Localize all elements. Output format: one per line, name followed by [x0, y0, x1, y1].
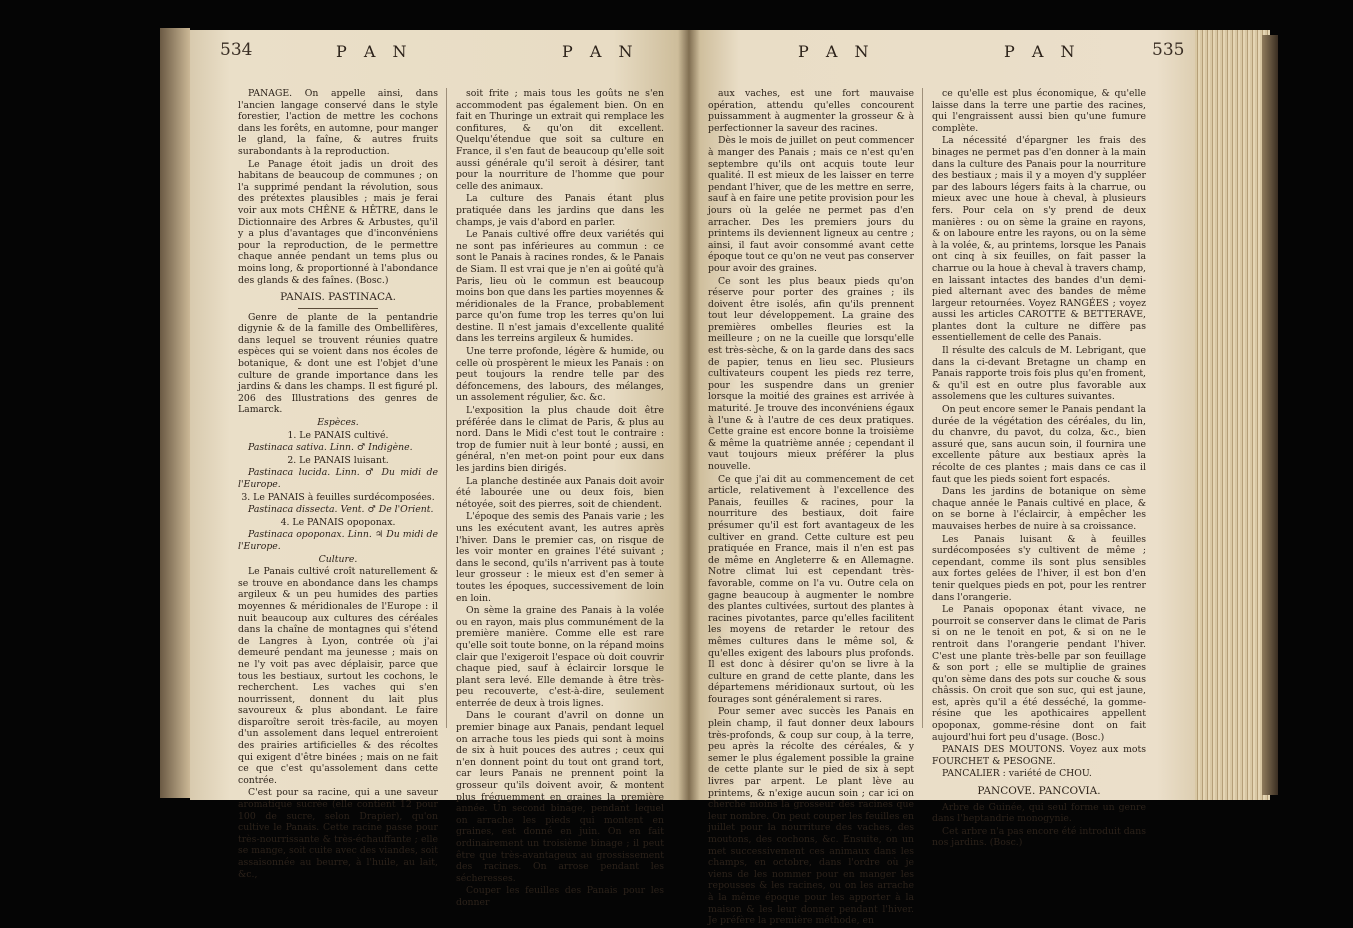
paragraph: Ce sont les plus beaux pieds qu'on réserve pour porter des graines ; ils doivent être isolés, afin qu'ils prennent tout leur développement. La graine des premières ombelles fleuries est la meilleure ; on ne la cueille que lorsqu'elle est très-sèche, & on la garde dans des sacs de papier, tenus en lieu sec. Plusieurs cultivateurs coupent les pieds rez terre, pour les suspendre dans un grenier lorsque la moitié des graines est arrivée à maturité. Je trouve des inconvéniens égaux à l'une & à l'autre de ces deux pratiques. Cette graine est encore bonne la troisième & même la quatrième année ; cependant il vaut toujours mieux préférer la plus nouvelle.: [708, 275, 914, 472]
running-header: P A N: [336, 42, 413, 61]
book-gutter: [678, 30, 700, 800]
column-rule: [446, 88, 447, 728]
running-header: P A N: [798, 42, 875, 61]
paragraph: PANAIS DES MOUTONS. Voyez aux mots FOURCHET & PESOGNE.: [932, 744, 1146, 767]
section-heading: Espèces.: [317, 417, 359, 429]
paragraph: ce qu'elle est plus économique, & qu'elle laisse dans la terre une partie des racines, qui l'engraissent aussi bien qu'une fumure complète.: [932, 88, 1146, 134]
species-name: 1. Le PANAIS cultivé.: [287, 429, 389, 441]
right-page: [688, 30, 1198, 927]
section-heading: Culture.: [318, 553, 358, 565]
running-header: P A N: [1004, 42, 1081, 61]
page-block-edge: [1195, 30, 1270, 800]
paragraph: La planche destinée aux Panais doit avoir été labourée une ou deux fois, bien nétoyée, soit des pierres, soit de chiendent.: [456, 475, 664, 510]
species-latin: Pastinaca opoponax. Linn. ♃ Du midi de l'Europe.: [238, 529, 438, 552]
paragraph: Pour semer avec succès les Panais en plein champ, il faut donner deux labours très-profonds, & coup sur coup, à la terre, peu après la récolte des céréales, & y semer le plus également possible la graine de cette plante sur le pied de six à sept livres par arpent. Le plant lève au printems, & n'exige aucun soin ; car ici on cherche moins la grosseur des racines que leur nombre. On peut couper les feuilles en juillet pour la nourriture des vaches, des moutons, des cochons, &c. Ensuite, on un met successivement ces animaux dans les champs, en octobre, dans l'ordre où je viens de les nommer pour en manger les repousses & les racines, ou on les arrache à la même époque pour les apporter à la maison & les leur donner pendant l'hiver. Je préfère la première méthode, en: [708, 706, 914, 927]
text-column: [932, 88, 1146, 850]
page-number: 535: [1152, 40, 1185, 60]
species-latin: Pastinaca dissecta. Vent. ♂ De l'Orient.: [248, 504, 434, 516]
paragraph: Dans les jardins de botanique on sème chaque année le Panais cultivé en place, & on se borne à l'éclaircir, à empêcher les mauvaises herbes de nuire à sa croissance.: [932, 486, 1146, 532]
paragraph: Une terre profonde, légère & humide, ou celle où prospèrent le mieux les Panais : on peut toujours la rendre telle par des défoncemens, des labours, des mélanges, un assolement régulier, &c. &c.: [456, 346, 664, 404]
paragraph: Le Panais cultivé offre deux variétés qui ne sont pas inférieures au commun : ce sont le Panais à racines rondes, & le Panais de Siam. Il est vrai que je n'en ai goûté qu'à Paris, lieu où le commun est beaucoup moins bon que dans les parties moyennes & méridionales de la France, probablement parce qu'on fume trop les terres qu'on lui destine. Il n'est jamais d'excellente qualité dans les terreins argileux & humides.: [456, 229, 664, 345]
paragraph: L'exposition la plus chaude doit être préférée dans le climat de Paris, & plus au nord. Dans le Midi c'est tout le contraire : trop de fumier nuit à leur bonté ; aussi, en général, n'en met-on point pour eux dans les jardins bien dirigés.: [456, 405, 664, 474]
species-latin: Pastinaca lucida. Linn. ♂ Du midi de l'Europe.: [238, 467, 438, 490]
paragraph: Il résulte des calculs de M. Lebrigant, que dans la ci-devant Bretagne un champ en Panais rapporte trois fois plus qu'en froment, & qu'il est en outre plus favorable aux assolemens que les cultures suivantes.: [932, 345, 1147, 403]
book-cover-edge: [1262, 35, 1278, 795]
column-rule: [922, 88, 923, 728]
species-name: 4. Le PANAIS opoponax.: [280, 516, 396, 528]
paragraph: Arbre de Guinée, qui seul forme un genre dans l'heptandrie monogynie.: [932, 801, 1146, 825]
paragraph: PANAGE. On appelle ainsi, dans l'ancien langage conservé dans le style forestier, l'action de mettre les cochons dans les forêts, en automne, pour manger le gland, la faîne, & autres fruits surabondants à la reproduction.: [238, 88, 438, 157]
paragraph: Le Panage étoit jadis un droit des habitans de beaucoup de communes ; on l'a supprimé pendant la révolution, sous des prétextes plausibles ; mais je ferai voir aux mots CHÊNE & HÊTRE, dans le Dictionnaire des Arbres & Arbustes, qu'il y a plus d'avantages que d'inconvéniens pour la reproduction, de le permettre chaque année pendant un tems plus ou moins long, & proportionné à l'abondance des glands & des faînes. (Bosc.): [238, 158, 438, 286]
species-name: 2. Le PANAIS luisant.: [287, 454, 389, 466]
text-column: [238, 88, 438, 881]
species-latin: Pastinaca sativa. Linn. ♂ Indigène.: [248, 442, 413, 454]
left-book-edge: [160, 28, 190, 798]
species-name: 3. Le PANAIS à feuilles surdécomposées.: [241, 491, 435, 503]
paragraph: La nécessité d'épargner les frais des binages ne permet pas d'en donner à la main dans la culture des Panais pour la nourriture des bestiaux ; mais il y a moyen d'y suppléer par des labours légers faits à la charrue, ou mieux avec une houe à cheval, à plusieurs fers. Pour cela on s'y prend de deux manières : ou on sème la graine en rayons, & on laboure entre les rayons, ou on la sème à la volée, &, au printems, lorsque les Panais ont cinq à six feuilles, on fait passer la charrue ou la houe à cheval à travers champ, en laissant intactes des bandes d'un demi-pied alternant avec des bandes de même largeur retournées. Voyez RANGÉES ; voyez aussi les articles CAROTTE & BETTERAVE, plantes dont la culture ne diffère pas essentiellement de celle des Panais.: [932, 135, 1146, 344]
text-column: [708, 88, 914, 928]
paragraph: Dans le courant d'avril on donne un premier binage aux Panais, pendant lequel on arrache tous les pieds qui sont à moins de six à huit pouces des autres ; ceux qui n'en donnent point du tout ont grand tort, car leurs Panais ne prennent point la grosseur qu'ils doivent avoir, & montent plus fréquemment en graines la première année. Un second binage, pendant lequel on arrache les pieds qui montent en graines, est donné en juin. On en fait ordinairement un troisième binage ; il peut être que très-avantageux au grossissement des racines. On arrose pendant les sécheresses.: [456, 710, 664, 884]
paragraph: On sème la graine des Panais à la volée ou en rayon, mais plus communément de la première manière. Comme elle est rare qu'elle soit toute bonne, on la répand moins clair que l'exigeroit l'espace où doit couvrir chaque pied, sauf à éclaircir lorsque le plant sera levé. Elle demande à être très-peu recouverte, c'est-à-dire, seulement enterrée de deux à trois lignes.: [456, 605, 664, 709]
paragraph: Le Panais cultivé croît naturellement & se trouve en abondance dans les champs argileux & un peu humides des parties moyennes & méridionales de l'Europe : il nuit beaucoup aux cultures des céréales dans la chaîne de montagnes qui s'étend de Langres à Lyon, contrée où j'ai demeuré pendant ma jeunesse ; mais on ne l'y voit pas avec déplaisir, parce que tous les bestiaux, surtout les cochons, le recherchent. Les vaches qui s'en nourrissent, donnent du lait plus savoureux & plus abondant. Le faire disparoître seroit très-facile, au moyen d'un assolement dans lequel entreroient des prairies artificielles & des récoltes qui exigent d'être binées ; mais on ne fait ce que c'est qu'assolement dans cette contrée.: [238, 566, 438, 786]
entry-title: PANCOVE. PANCOVIA.: [977, 785, 1101, 798]
paragraph: La culture des Panais étant plus pratiquée dans les jardins que dans les champs, je vais d'abord en parler.: [456, 193, 664, 228]
left-page: [190, 30, 688, 908]
divider: [298, 308, 378, 309]
entry-title: PANAIS. PASTINACA.: [280, 291, 396, 304]
paragraph: PANCALIER : variété de CHOU.: [942, 768, 1092, 780]
paragraph: Genre de plante de la pentandrie digynie & de la famille des Ombellifères, dans lequel se trouvent réunies quatre espèces qui se voient dans nos écoles de botanique, & dont une est l'objet d'une culture de grande importance dans les jardins & dans les champs. Il est figuré pl. 206 des Illustrations des genres de Lamarck.: [238, 311, 438, 416]
paragraph: Les Panais luisant & à feuilles surdécomposées s'y cultivent de même ; cependant, comme ils sont plus sensibles aux fortes gelées de l'hiver, il est bon d'en tenir quelques pieds en pot, pour les rentrer dans l'orangerie.: [932, 533, 1146, 603]
paragraph: soit frite ; mais tous les goûts ne s'en accommodent pas également bien. On en fait en Thuringe un extrait qui remplace les confitures, & qu'on dit excellent. Quelqu'étendue que soit sa culture en France, il s'en faut de beaucoup qu'elle soit aussi générale qu'il seroit à désirer, tant pour la nourriture de l'homme que pour celle des animaux.: [456, 88, 664, 192]
paragraph: Dès le mois de juillet on peut commencer à manger des Panais ; mais ce n'est qu'en septembre qu'ils ont acquis toute leur qualité. Il est mieux de les laisser en terre pendant l'hiver, que de les mettre en serre, sauf à en faire une petite provision pour les jours où la gelée ne permet pas d'en arracher. Des les premiers jours du printems ils deviennent ligneux au centre ; ainsi, il faut avoir consommé avant cette époque tout ce qu'on ne veut pas conserver pour avoir des graines.: [708, 135, 914, 274]
paragraph: L'époque des semis des Panais varie ; les uns les exécutent avant, les autres après l'hiver. Dans le premier cas, on risque de les voir monter en graines l'été suivant ; dans le second, qu'ils n'arrivent pas à toute leur grosseur : le mieux est d'en semer à toutes les époques, successivement de loin en loin.: [456, 511, 664, 604]
paragraph: On peut encore semer le Panais pendant la durée de la végétation des céréales, du lin, du chanvre, du pavot, du colza, &c., bien assuré que, sans aucun soin, il fournira une excellente pâture aux bestiaux après la récolte de ces plantes ; mais dans ce cas il faut que les pieds soient fort espacés.: [932, 404, 1146, 485]
paragraph: Couper les feuilles des Panais pour les donner: [456, 885, 664, 908]
paragraph: aux vaches, est une fort mauvaise opération, attendu qu'elles concourent puissamment à augmenter la grosseur & à perfectionner la saveur des racines.: [708, 88, 914, 134]
running-header: P A N: [562, 42, 639, 61]
paragraph: Ce que j'ai dit au commencement de cet article, relativement à l'excellence des Panais, feuilles & racines, pour la nourriture des bestiaux, doit faire présumer qu'il est fort avantageux de les cultiver en grand. Cette culture est peu pratiquée en France, mais il n'en est pas de même en Angleterre & en Allemagne. Notre climat lui est cependant très-favorable, comme on l'a vu. Outre cela on gagne beaucoup à augmenter le nombre des plantes cultivées, surtout des plantes à racines pivotantes, parce qu'elles facilitent les moyens de retarder le retour des mêmes cultures dans le même sol, & qu'elles exigent des labours plus profonds. Il est donc à désirer qu'on se livre à la culture en grand de cette plante, dans les départemens méridionaux surtout, où les fourages sont généralement si rares.: [708, 473, 914, 705]
page-number: 534: [220, 40, 253, 60]
text-column: [456, 88, 664, 910]
paragraph: Cet arbre n'a pas encore été introduit dans nos jardins. (Bosc.): [932, 825, 1146, 849]
paragraph: Le Panais opoponax étant vivace, ne pourroit se conserver dans le climat de Paris si on ne le tenoit en pot, & si on ne le rentroit dans l'orangerie pendant l'hiver. C'est une plante très-belle par son feuillage & son port ; elle se multiplie de graines qu'on sème dans des pots sur couche & sous châssis. On croit que son suc, qui est jaune, est, après qu'il a été desséché, la gomme-résine que les apothicaires appellent opoponax, gomme-résine dont on fait aujourd'hui fort peu d'usage. (Bosc.): [932, 604, 1146, 743]
paragraph: C'est pour sa racine, qui a une saveur aromatique sucrée (elle contient 12 pour 100 de sucre, selon Drapier), qu'on cultive le Panais. Cette racine passe pour très-nourrissante & très-échauffante ; elle se mange, soit cuite avec des viandes, soit assaisonnée au beurre, à l'huile, au lait, &c.,: [238, 787, 438, 880]
